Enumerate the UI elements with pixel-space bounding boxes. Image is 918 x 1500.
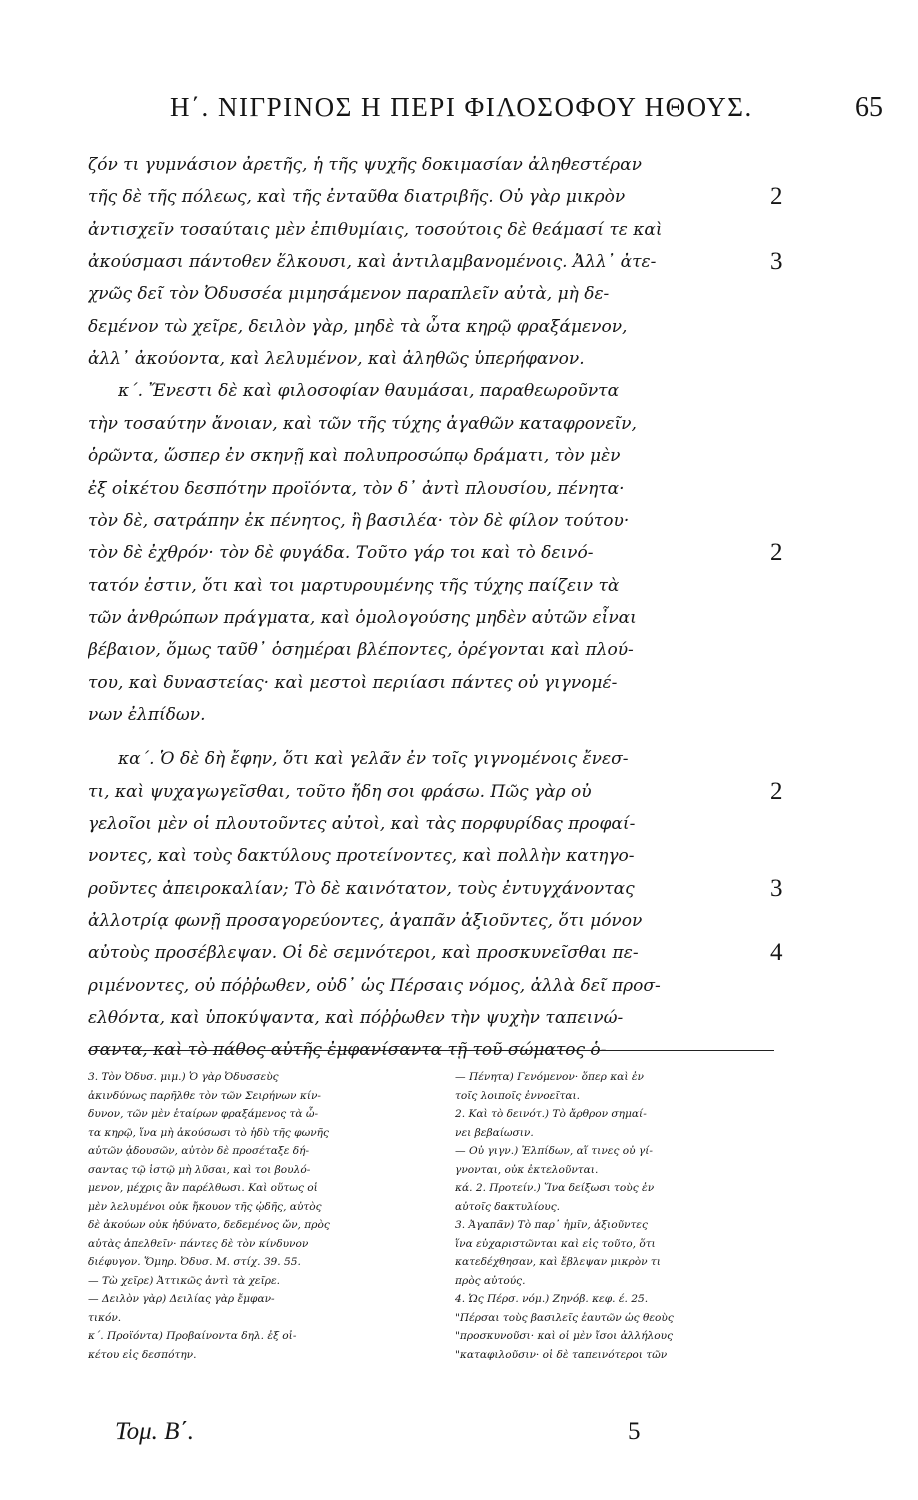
text-line xyxy=(0,180,918,214)
line-text: σαντα, καὶ τὸ πάθος αὐτῆς ἐμφανίσαντα τῇ τοῦ σώματος ὁ- xyxy=(88,1040,607,1061)
text-line xyxy=(0,969,918,1003)
line-text: ἀκούσμασι πάντοθεν ἕλκουσι, καὶ ἀντιλαμβανομένοις. Ἀλλ᾽ ἀτε- xyxy=(88,252,657,273)
footnote-line: νει βεβαίωσιν. xyxy=(455,1126,534,1139)
footnote-line: "καταφιλοῦσιν· οἱ δὲ ταπεινότεροι τῶν xyxy=(455,1348,668,1361)
footnote-line: — Οὐ γιγν.) Ἐλπίδων, αἵ τινες οὐ γί- xyxy=(455,1145,654,1157)
line-text: κα΄. Ὁ δὲ δὴ ἔφην, ὅτι καὶ γελᾶν ἐν τοῖς γιγνομένοις ἔνεσ- xyxy=(118,749,629,770)
footnote-line: — Πένητα) Γενόμενον· ὅπερ καὶ ἐν xyxy=(455,1071,644,1083)
footnotes-right-column xyxy=(455,1068,795,1364)
line-text: χνῶς δεῖ τὸν Ὀδυσσέα μιμησάμενον παραπλεῖν αὐτὰ, μὴ δε- xyxy=(88,284,610,305)
text-line xyxy=(0,872,918,906)
text-line xyxy=(0,936,918,970)
footnote-line: δὲ ἀκούων οὐκ ἠδύνατο, δεδεμένος ὤν, πρὸς xyxy=(88,1219,330,1231)
footnote-line: 3. Τὸν Ὀδυσ. μιμ.) Ὁ γὰρ Ὀδυσσεὺς xyxy=(88,1071,279,1083)
text-line xyxy=(0,407,918,441)
text-line xyxy=(0,633,918,667)
volume-signature: Τομ. Β΄. xyxy=(115,1418,195,1445)
footnote-line: "προσκυνοῦσι· καὶ οἱ μὲν ἴσοι ἀλλήλους xyxy=(455,1330,674,1342)
text-line xyxy=(0,569,918,603)
line-text: τῶν ἀνθρώπων πράγματα, καὶ ὁμολογούσης μηδὲν αὐτῶν εἶναι xyxy=(88,607,637,628)
footnote-line: ἵνα εὐχαριστῶνται καὶ εἰς τοῦτο, ὅτι xyxy=(455,1237,656,1250)
margin-line-number: 4 xyxy=(770,939,783,967)
footnote-line: κατεδέχθησαν, καὶ ἔβλεψαν μικρὸν τι xyxy=(455,1256,661,1268)
line-text: ἀλλοτρίᾳ φωνῇ προσαγορεύοντες, ἀγαπᾶν ἀξιοῦντες, ὅτι μόνον xyxy=(88,911,643,932)
line-text: ὁρῶντα, ὥσπερ ἐν σκηνῇ καὶ πολυπροσώπῳ δράματι, τὸν μὲν xyxy=(88,446,621,467)
line-text: του, καὶ δυναστείας· καὶ μεστοὶ περιίασι πάντες οὐ γιγνομέ- xyxy=(88,672,618,693)
text-line xyxy=(0,439,918,473)
running-title: Η΄. ΝΙΓΡΙΝΟΣ Η ΠΕΡΙ ΦΙΛΟΣΟΦΟΥ ΗΘΟΥΣ. xyxy=(170,92,753,122)
text-line xyxy=(0,839,918,873)
footnote-line: κέτου εἰς δεσπότην. xyxy=(88,1348,197,1361)
footnote-line: ἀκινδύνως παρῆλθε τὸν τῶν Σειρήνων κίν- xyxy=(88,1089,321,1102)
line-text: δεμένον τὼ χεῖρε, δειλὸν γὰρ, μηδὲ τὰ ὦτα κηρῷ φραξάμενον, xyxy=(88,316,628,337)
line-text: κ΄. Ἔνεστι δὲ καὶ φιλοσοφίαν θαυμάσαι, παραθεωροῦντα xyxy=(118,381,620,402)
footnote-line: τικόν. xyxy=(88,1311,122,1324)
footnotes-left-column xyxy=(88,1068,428,1364)
margin-line-number: 2 xyxy=(770,777,783,805)
footnote-rule xyxy=(88,1050,774,1051)
footnote-line: 4. Ὡς Πέρσ. νόμ.) Ζηνόβ. κεφ. έ. 25. xyxy=(455,1293,649,1305)
line-text: τῆς δὲ τῆς πόλεως, καὶ τῆς ἐνταῦθα διατριβῆς. Οὐ γὰρ μικρὸν xyxy=(88,187,626,208)
line-text: νοντες, καὶ τοὺς δακτύλους προτείνοντες, καὶ πολλὴν κατηγο- xyxy=(88,846,635,867)
signature-number: 5 xyxy=(628,1418,641,1445)
footnote-line: αὐτὰς ἀπελθεῖν· πάντες δὲ τὸν κίνδυνον xyxy=(88,1237,309,1250)
text-line xyxy=(0,342,918,376)
footnote-line: πρὸς αὐτούς. xyxy=(455,1274,526,1287)
footnote-line: γνονται, οὐκ ἐκτελοῦνται. xyxy=(455,1163,599,1176)
margin-line-number: 2 xyxy=(770,539,783,567)
footnote-line: διέφυγον. Ὅμηρ. Ὀδυσ. Μ. στίχ. 39. 55. xyxy=(88,1256,301,1268)
line-text: γελοῖοι μὲν οἱ πλουτοῦντες αὐτοὶ, καὶ τὰς πορφυρίδας προφαί- xyxy=(88,814,636,834)
page-footer xyxy=(0,1418,918,1458)
line-text: ζόν τι γυμνάσιον ἀρετῆς, ἡ τῆς ψυχῆς δοκιμασίαν ἀληθεστέραν xyxy=(88,155,642,175)
line-text: τατόν ἐστιν, ὅτι καὶ τοι μαρτυρουμένης τῆς τύχης παίζειν τὰ xyxy=(88,575,620,596)
text-line xyxy=(0,310,918,344)
text-line xyxy=(0,148,918,182)
footnote-line: αὐτῶν ᾀδουσῶν, αὐτὸν δὲ προσέταξε δή- xyxy=(88,1145,310,1157)
text-line xyxy=(0,904,918,938)
footnote-line: σαντας τῷ ἱστῷ μὴ λῦσαι, καὶ τοι βουλό- xyxy=(88,1163,311,1176)
line-text: τι, καὶ ψυχαγωγεῖσθαι, τοῦτο ἤδη σοι φράσω. Πῶς γὰρ οὐ xyxy=(88,781,592,802)
footnote-line: δυνον, τῶν μὲν ἑταίρων φραξάμενος τὰ ὦ- xyxy=(88,1108,319,1120)
text-line xyxy=(0,213,918,247)
text-line xyxy=(0,666,918,700)
text-line xyxy=(0,807,918,841)
text-line xyxy=(0,536,918,570)
footnote-line: 2. Καὶ τὸ δεινότ.) Τὸ ἄρθρον σημαί- xyxy=(455,1108,647,1120)
footnote-line: τα κηρῷ, ἵνα μὴ ἀκούσωσι τὸ ἡδὺ τῆς φωνῆς xyxy=(88,1126,329,1139)
line-text: νων ἐλπίδων. xyxy=(88,704,206,725)
text-line xyxy=(0,1001,918,1035)
line-text: ἀντισχεῖν τοσαύταις μὲν ἐπιθυμίαις, τοσούτοις δὲ θεάμασί τε καὶ xyxy=(88,219,663,240)
footnote-line: — Δειλὸν γὰρ) Δειλίας γὰρ ἔμφαν- xyxy=(88,1293,275,1305)
line-text: ριμένοντες, οὐ πόῤῥωθεν, οὐδ᾽ ὡς Πέρσαις νόμος, ἀλλὰ δεῖ προσ- xyxy=(88,975,661,996)
text-line xyxy=(0,245,918,279)
text-line xyxy=(0,277,918,311)
line-text: ἀλλ᾽ ἀκούοντα, καὶ λελυμένον, καὶ ἀληθῶς ὑπερήφανον. xyxy=(88,349,585,370)
footnote-line: μὲν λελυμένοι οὐκ ἤκουον τῆς ᾠδῆς, αὐτὸς xyxy=(88,1200,322,1213)
footnote-line: "Πέρσαι τοὺς βασιλεῖς ἑαυτῶν ὡς θεοὺς xyxy=(455,1311,674,1324)
text-line xyxy=(0,374,918,408)
margin-line-number: 2 xyxy=(770,183,783,211)
footnote-line: κά. 2. Προτείν.) Ἵνα δείξωσι τοὺς ἐν xyxy=(455,1182,655,1194)
footnote-line: 3. Ἀγαπᾶν) Τὸ παρ᾽ ἡμῖν, ἀξιοῦντες xyxy=(455,1219,648,1231)
text-line xyxy=(0,698,918,732)
footnote-line: — Τὼ χεῖρε) Ἀττικῶς ἀντὶ τὰ χεῖρε. xyxy=(88,1274,281,1287)
margin-line-number: 3 xyxy=(770,248,783,276)
footnote-line: κ΄. Προϊόντα) Προβαίνοντα δηλ. ἐξ οἰ- xyxy=(88,1330,297,1342)
text-line xyxy=(0,601,918,635)
text-line xyxy=(0,504,918,538)
page-number: 65 xyxy=(855,92,883,123)
line-text: τὴν τοσαύτην ἄνοιαν, καὶ τῶν τῆς τύχης ἀγαθῶν καταφρονεῖν, xyxy=(88,413,637,434)
line-text: τὸν δὲ, σατράπην ἐκ πένητος, ἢ βασιλέα· τὸν δὲ φίλον τούτου· xyxy=(88,510,630,531)
footnote-line: αὐτοῖς δακτυλίους. xyxy=(455,1200,561,1213)
footnote-line: τοῖς λοιποῖς ἐννοεῖται. xyxy=(455,1089,581,1102)
text-line xyxy=(0,775,918,809)
margin-line-number: 3 xyxy=(770,874,783,902)
text-line xyxy=(0,472,918,506)
line-text: ελθόντα, καὶ ὑποκύψαντα, καὶ πόῤῥωθεν τὴν ψυχὴν ταπεινώ- xyxy=(88,1008,624,1029)
line-text: αὐτοὺς προσέβλεψαν. Οἱ δὲ σεμνότεροι, καὶ προσκυνεῖσθαι πε- xyxy=(88,943,639,964)
footnote-line: μενον, μέχρις ἂν παρέλθωσι. Καὶ οὕτως οἱ xyxy=(88,1182,318,1194)
line-text: τὸν δὲ ἐχθρόν· τὸν δὲ φυγάδα. Τοῦτο γάρ τοι καὶ τὸ δεινό- xyxy=(88,543,594,564)
text-line xyxy=(0,742,918,776)
line-text: βέβαιον, ὅμως ταῦθ᾽ ὁσημέραι βλέποντες, ὀρέγονται καὶ πλού- xyxy=(88,640,634,661)
line-text: ροῦντες ἀπειροκαλίαν; Τὸ δὲ καινότατον, τοὺς ἐντυγχάνοντας xyxy=(88,878,635,899)
line-text: ἐξ οἰκέτου δεσπότην προϊόντα, τὸν δ᾽ ἀντὶ πλουσίου, πένητα· xyxy=(88,478,625,499)
running-header xyxy=(0,92,918,132)
